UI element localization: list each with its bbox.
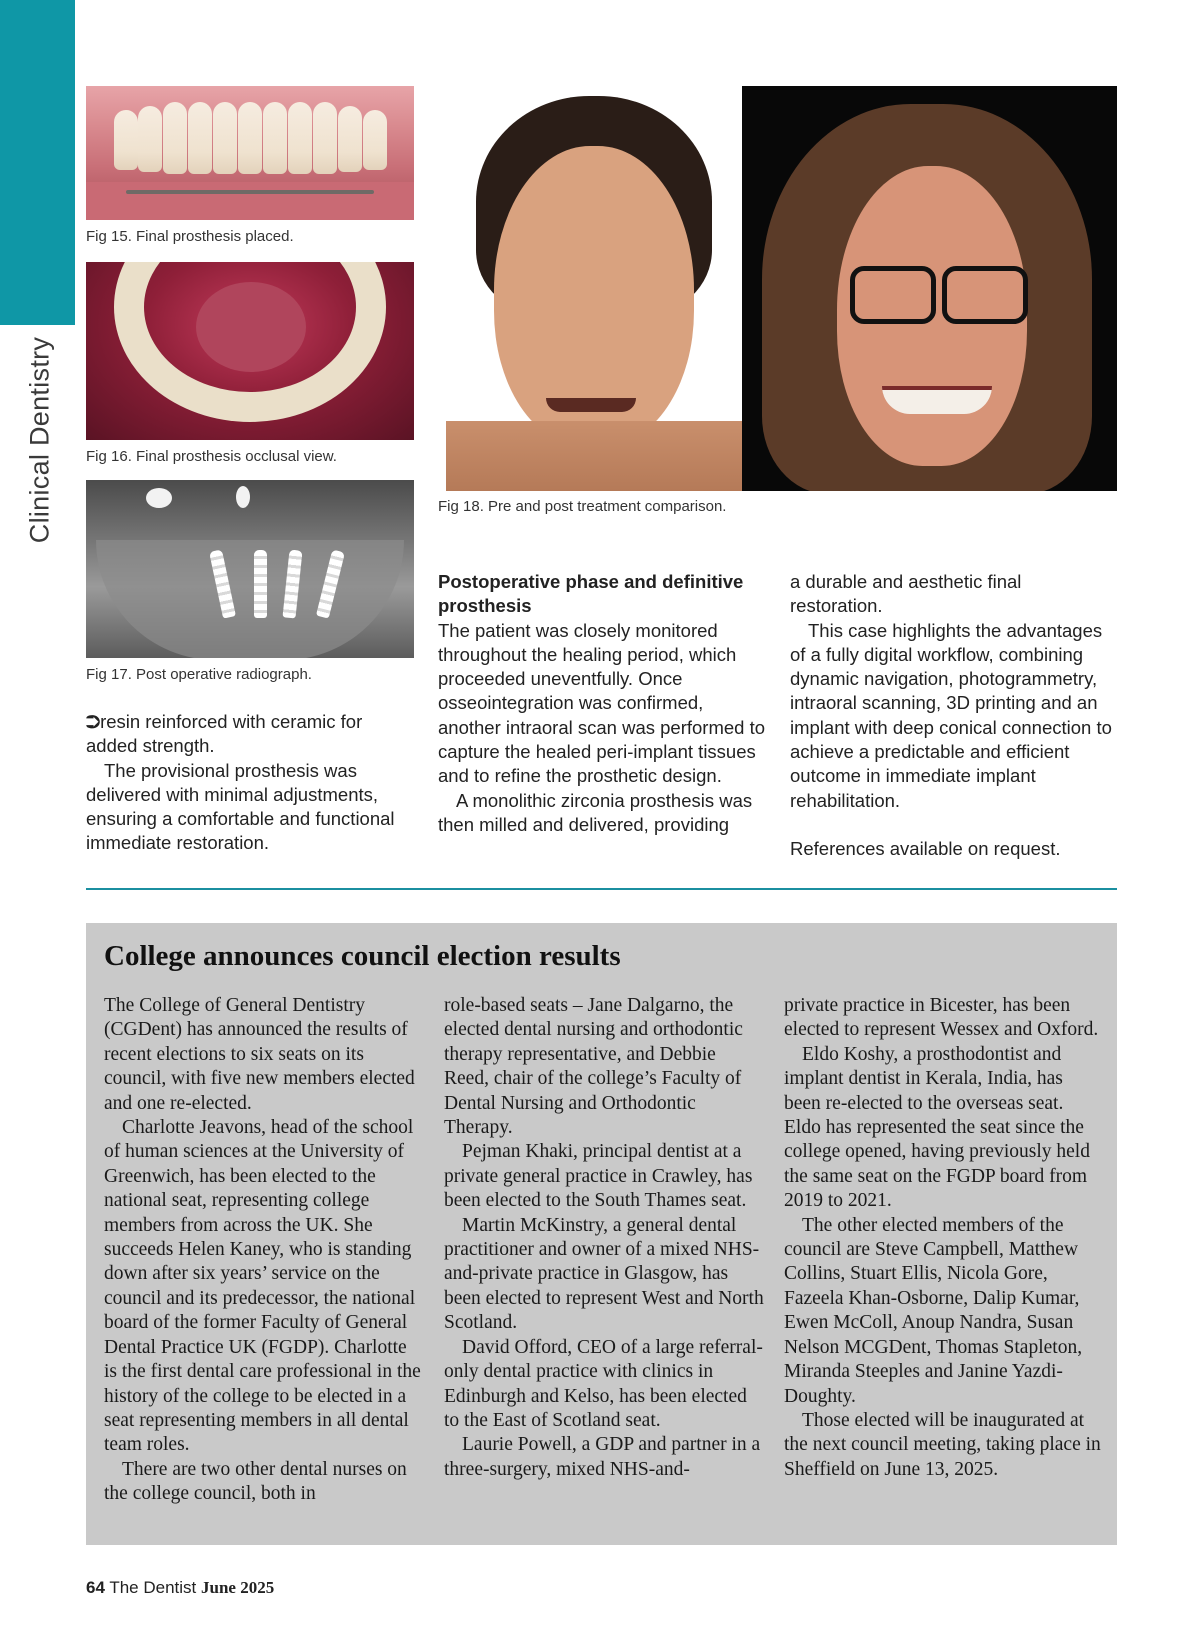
tooth bbox=[263, 102, 287, 174]
news-paragraph: Charlotte Jeavons, head of the school of human sciences at the University of Greenwich, has been elected to the national seat, representing college members from across the UK. She succeeds Helen Kaney, who is standing down after six years’ service on the council and its predecessor, the national board of the former Faculty of General Dental Practice UK (FGDP). Charlotte is the first dental care professional in the history of the college to be elected in a seat representing members in all dental team roles. bbox=[104, 1117, 421, 1456]
tooth bbox=[238, 102, 262, 174]
article-paragraph: A monolithic zirconia prosthesis was then milled and delivered, providing bbox=[438, 789, 753, 835]
smile bbox=[882, 386, 992, 414]
smile bbox=[546, 398, 636, 412]
article-column-3 bbox=[790, 570, 1117, 861]
news-column-2 bbox=[444, 994, 764, 1482]
news-paragraph: Martin McKinstry, a general dental practitioner and owner of a mixed NHS-and-private practice in Glasgow, has been elected to represent West and North Scotland. bbox=[444, 1214, 764, 1334]
jaw-shadow bbox=[96, 540, 404, 658]
tooth bbox=[138, 106, 162, 172]
implant-bar bbox=[126, 190, 374, 194]
glasses-right bbox=[942, 266, 1028, 324]
news-paragraph: David Offord, CEO of a large referral-only dental practice with clinics in Edinburgh and Kelso, has been elected to the East of Scotland seat. bbox=[444, 1336, 763, 1431]
news-paragraph: There are two other dental nurses on the college council, both in bbox=[104, 1458, 407, 1505]
section-label: Clinical Dentistry bbox=[24, 336, 55, 544]
article-column-2 bbox=[438, 570, 770, 837]
issue-date: June 2025 bbox=[201, 1578, 275, 1597]
article-paragraph: a durable and aesthetic final restoration. bbox=[790, 571, 1022, 617]
tooth bbox=[313, 102, 337, 174]
article-paragraph: This case highlights the advantages of a fully digital workflow, combining dynamic navigation, photogrammetry, intraoral scanning, 3D printing and an implant with deep conical connection to achieve a predictable and efficient outcome in immediate implant rehabilitation. bbox=[790, 619, 1112, 811]
tooth bbox=[338, 106, 362, 172]
tooth bbox=[114, 110, 138, 170]
article-paragraph: ⮊resin reinforced with ceramic for added strength. bbox=[86, 711, 363, 757]
references-note: References available on request. bbox=[790, 837, 1061, 859]
fig16-caption: Fig 16. Final prosthesis occlusal view. bbox=[86, 448, 337, 465]
glasses-left bbox=[850, 266, 936, 324]
article-paragraph: The patient was closely monitored throughout the healing period, which proceeded uneventfully. Once osseointegration was confirmed, another intraoral scan was performed to capture the healed peri-implant tissues and to refine the prosthetic design. bbox=[438, 619, 766, 787]
tooth bbox=[188, 102, 212, 174]
tooth bbox=[163, 102, 187, 174]
dental-arch bbox=[114, 262, 386, 422]
tooth bbox=[363, 110, 387, 170]
fig17-radiograph bbox=[86, 480, 414, 658]
news-paragraph: Laurie Powell, a GDP and partner in a three-surgery, mixed NHS-and- bbox=[444, 1434, 761, 1480]
article-paragraph: The provisional prosthesis was delivered with minimal adjustments, ensuring a comfortable and functional immediate restoration. bbox=[86, 759, 395, 854]
fig18-pre-treatment-photo bbox=[446, 86, 742, 491]
section-color-tab bbox=[0, 0, 75, 325]
continuation-arrow-icon: ⮊ bbox=[86, 711, 101, 732]
news-title: College announces council election results bbox=[104, 940, 621, 972]
fig15-caption: Fig 15. Final prosthesis placed. bbox=[86, 228, 294, 245]
radiopaque-spot bbox=[236, 486, 250, 508]
fig18-caption: Fig 18. Pre and post treatment comparison. bbox=[438, 498, 727, 515]
fig16-photo bbox=[86, 262, 414, 440]
news-paragraph: Pejman Khaki, principal dentist at a private general practice in Crawley, has been elected to the South Thames seat. bbox=[444, 1141, 753, 1212]
gum bbox=[86, 182, 414, 220]
fig15-photo bbox=[86, 86, 414, 220]
neck bbox=[446, 421, 742, 491]
section-divider bbox=[86, 888, 1117, 890]
fig18-post-treatment-photo bbox=[742, 86, 1117, 491]
news-paragraph: role-based seats – Jane Dalgarno, the elected dental nursing and orthodontic therapy representative, and Debbie Reed, chair of the college’s Faculty of Dental Nursing and Orthodontic Therapy. bbox=[444, 995, 743, 1139]
tooth bbox=[288, 102, 312, 174]
news-paragraph: Those elected will be inaugurated at the next council meeting, taking place in Sheffield on June 13, 2025. bbox=[784, 1409, 1101, 1480]
news-paragraph: The College of General Dentistry (CGDent) has announced the results of recent elections to six seats on its council, with five new members elected and one re-elected. bbox=[104, 995, 415, 1114]
page-footer bbox=[86, 1578, 274, 1598]
article-column-1 bbox=[86, 710, 416, 856]
page-number: 64 bbox=[86, 1578, 105, 1597]
tooth bbox=[213, 102, 237, 174]
news-paragraph: Eldo Koshy, a prosthodontist and implant dentist in Kerala, India, has been re-elected to the overseas seat. Eldo has represented the seat since the college opened, having previously held the same seat on the FGDP board from 2019 to 2021. bbox=[784, 1043, 1090, 1212]
article-subheading: Postoperative phase and definitive prosthesis bbox=[438, 571, 744, 617]
news-paragraph: private practice in Bicester, has been elected to represent Wessex and Oxford. bbox=[784, 995, 1099, 1041]
news-paragraph: The other elected members of the council are Steve Campbell, Matthew Collins, Stuart Ellis, Nicola Gore, Fazeela Khan-Osborne, Dalip Kumar, Ewen McColl, Anoup Nandra, Susan Nelson MCGDent, Thomas Stapleton, Miranda Steeples and Janine Yazdi-Doughty. bbox=[784, 1214, 1083, 1407]
news-column-1 bbox=[104, 994, 422, 1507]
radiopaque-spot bbox=[146, 488, 172, 508]
magazine-name: The Dentist bbox=[109, 1578, 197, 1597]
implant bbox=[254, 550, 267, 618]
fig17-caption: Fig 17. Post operative radiograph. bbox=[86, 666, 312, 683]
news-column-3 bbox=[784, 994, 1104, 1482]
